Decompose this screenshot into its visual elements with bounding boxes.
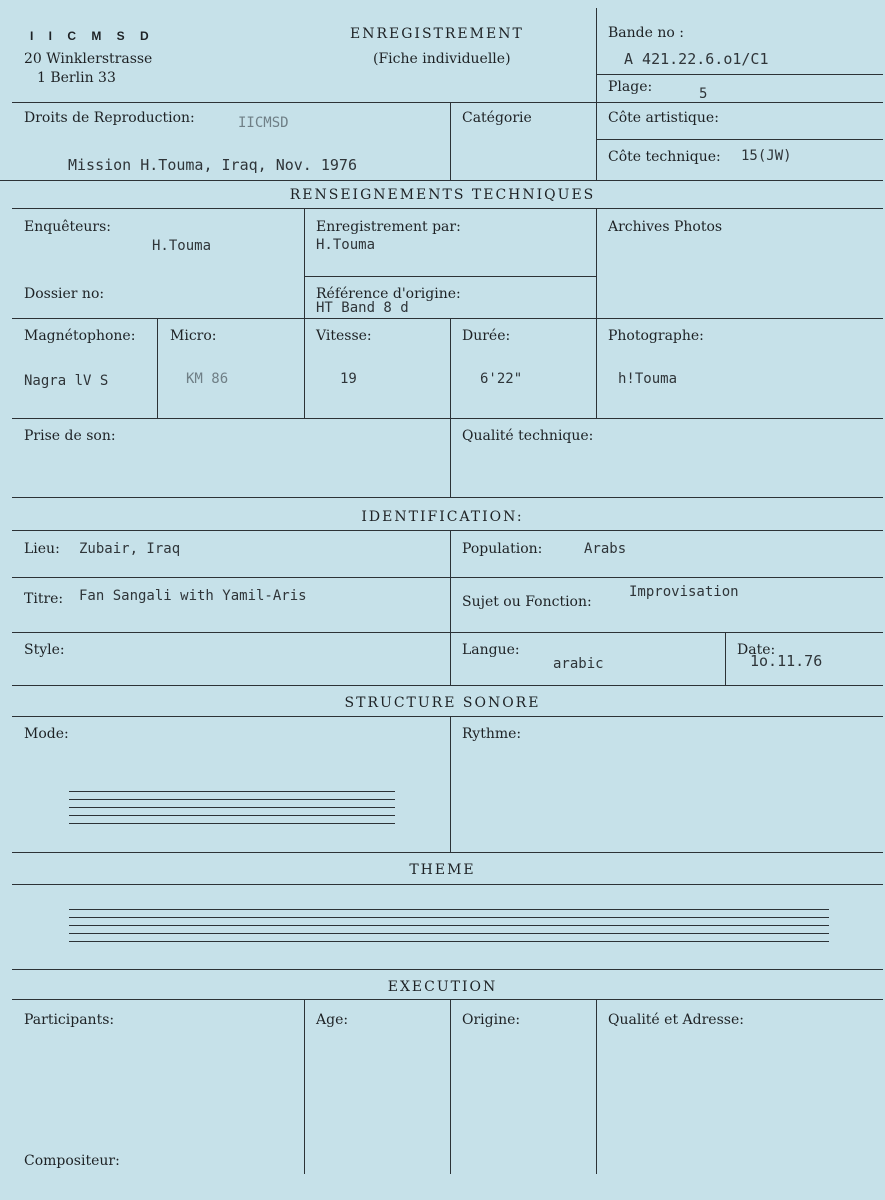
lieu-label: Lieu: [24,541,60,557]
section-title-execution: EXECUTION [387,979,498,995]
sujet-value: Improvisation [629,584,739,600]
reference-value: HT Band 8 d [316,300,409,316]
titre-label: Titre: [24,591,64,607]
rule-enreg-split [304,276,596,277]
mode-staff-line [69,799,395,800]
rythme-label: Rythme: [462,726,522,742]
rule-exec-c [596,999,597,1174]
section-title-theme: THEME [409,862,476,878]
participants-label: Participants: [24,1012,115,1028]
langue-label: Langue: [462,642,520,658]
mode-label: Mode: [24,726,69,742]
rule-tech-a [304,208,305,418]
rule-tech-micro [157,318,158,418]
rule-struct-bottom [12,852,883,853]
plage-value: 5 [699,86,708,102]
rule-theme-title [12,884,883,885]
bande-value: A 421.22.6.o1/C1 [624,50,769,68]
rule-theme-bottom [12,969,883,970]
mission-value: Mission H.Touma, Iraq, Nov. 1976 [68,156,357,174]
date-label: Date: [737,642,776,658]
prise-de-son-label: Prise de son: [24,428,116,444]
cote-technique-label: Côte technique: [608,149,721,165]
theme-staff-line [69,925,829,926]
rule-rights-bottom [0,180,883,181]
rule-tech-bottom [12,497,883,498]
duree-label: Durée: [462,328,511,344]
address-line-1: 20 Winklerstrasse [24,51,153,67]
form-subtitle: (Fiche individuelle) [373,51,511,67]
rule-rights-cat [450,102,451,180]
micro-label: Micro: [170,328,217,344]
theme-staff-line [69,917,829,918]
photographe-label: Photographe: [608,328,704,344]
rule-header-plage [596,74,883,75]
reference-label: Référence d'origine: [316,286,461,302]
section-title-structure: STRUCTURE SONORE [344,695,541,711]
theme-staff-line [69,933,829,934]
cote-technique-value: 15(JW) [741,148,792,164]
date-value: 1o.11.76 [750,652,823,670]
droits-label: Droits de Reproduction: [24,110,195,126]
cote-artistique-label: Côte artistique: [608,110,719,126]
theme-staff-line [69,909,829,910]
rule-tech-row3 [12,418,883,419]
mode-staff-line [69,823,395,824]
titre-value: Fan Sangali with Yamil-Aris [79,588,307,604]
vitesse-label: Vitesse: [316,328,372,344]
categorie-label: Catégorie [462,110,532,126]
plage-label: Plage: [608,79,653,95]
theme-staff-line [69,941,829,942]
rule-tech-duree [450,318,451,418]
section-title-identification: IDENTIFICATION: [361,509,524,525]
sujet-label: Sujet ou Fonction: [462,594,592,610]
rule-tech-title [12,208,883,209]
magnetophone-value: Nagra lV S [24,373,109,389]
rule-ident-date [725,632,726,685]
vitesse-value: 19 [340,371,357,387]
rule-ident-mid [450,530,451,685]
rule-exec-b [450,999,451,1174]
section-title-technique: RENSEIGNEMENTS TECHNIQUES [289,187,596,203]
rule-struct-title [12,716,883,717]
mode-staff-line [69,807,395,808]
enregistrement-par-label: Enregistrement par: [316,219,461,235]
style-label: Style: [24,642,65,658]
compositeur-label: Compositeur: [24,1153,120,1169]
rule-rights-cote [596,102,597,180]
enregistrement-par-value: H.Touma [316,237,376,253]
rule-header-bottom [12,102,883,103]
mode-staff-line [69,791,395,792]
bande-label: Bande no : [608,25,684,41]
rule-ident-bottom [12,685,883,686]
lieu-value: Zubair, Iraq [79,541,181,557]
dossier-label: Dossier no: [24,286,105,302]
rule-ident-row2 [12,632,883,633]
photographe-value: h!Touma [618,371,678,387]
rule-struct-mid [450,716,451,852]
age-label: Age: [316,1012,349,1028]
langue-value: arabic [553,656,604,672]
population-label: Population: [462,541,543,557]
rule-tech-qualite [450,418,451,497]
enqueteurs-label: Enquêteurs: [24,219,112,235]
rule-exec-title [12,999,883,1000]
mode-staff-line [69,815,395,816]
rule-ident-row1 [12,577,883,578]
rule-ident-title [12,530,883,531]
rule-tech-row2 [12,318,883,319]
droits-value: IICMSD [238,115,289,131]
duree-value: 6'22" [480,371,523,387]
population-value: Arabs [584,541,627,557]
org-logo: I I C M S D [30,29,155,43]
address-line-2: 1 Berlin 33 [37,70,116,86]
rule-header-right [596,8,597,102]
micro-value: KM 86 [186,371,229,387]
magnetophone-label: Magnétophone: [24,328,136,344]
archives-photos-label: Archives Photos [608,219,723,235]
rule-tech-b [596,208,597,418]
origine-label: Origine: [462,1012,521,1028]
rule-exec-a [304,999,305,1174]
form-title: ENREGISTREMENT [350,26,524,42]
enqueteurs-value: H.Touma [152,238,212,254]
qualite-adresse-label: Qualité et Adresse: [608,1012,744,1028]
qualite-technique-label: Qualité technique: [462,428,594,444]
rule-cote-split [596,139,883,140]
